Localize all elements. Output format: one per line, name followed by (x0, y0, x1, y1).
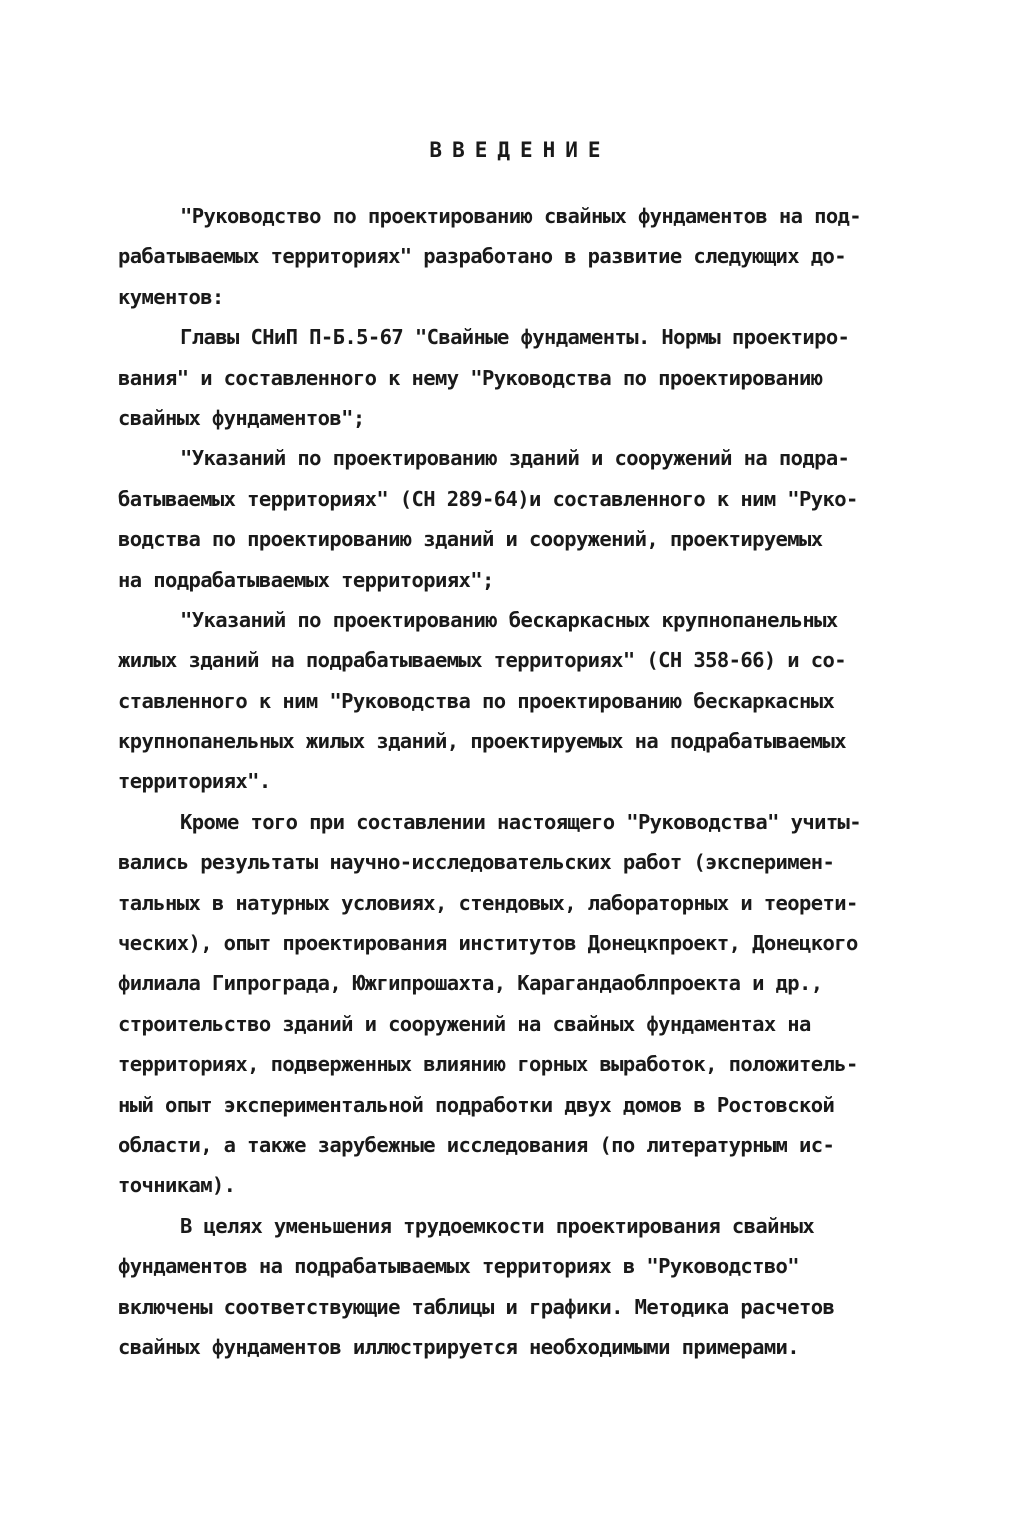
text-line: фундаментов на подрабатываемых территориях в "Руководство" (118, 1254, 800, 1279)
text-line: ческих), опыт проектирования институтов Донецкпроект, Донецкого (118, 931, 858, 956)
text-line: строительство зданий и сооружений на свайных фундаментах на (118, 1011, 811, 1036)
text-line: "Указаний по проектированию зданий и сооружений на подра- (180, 446, 850, 471)
text-line: Главы СНиП П-Б.5-67 "Свайные фундаменты. Нормы проектиро- (180, 325, 850, 350)
document-body (118, 196, 918, 1367)
text-line: вания" и составленного к нему "Руководства по проектированию (118, 365, 823, 390)
text-line: ставленного к ним "Руководства по проектированию бескаркасных (118, 688, 835, 713)
text-line: территориях". (118, 769, 271, 794)
text-line: включены соответствующие таблицы и графики. Методика расчетов (118, 1294, 835, 1319)
text-line: свайных фундаментов"; (118, 405, 365, 430)
text-line: "Указаний по проектированию бескаркасных крупнопанельных (180, 607, 838, 632)
text-line: "Руководство по проектированию свайных фундаментов на под- (180, 204, 862, 228)
text-line: филиала Гипрограда, Южгипрошахта, Карагандаоблпроекта и др., (118, 971, 823, 996)
text-line: батываемых территориях" (СН 289-64)и составленного к ним "Руко- (118, 486, 858, 511)
text-line: свайных фундаментов иллюстрируется необходимыми примерами. (118, 1334, 800, 1359)
text-line: Кроме того при составлении настоящего "Руководства" учиты- (180, 809, 862, 834)
text-line: жилых зданий на подрабатываемых территориях" (СН 358-66) и со- (118, 648, 847, 673)
text-line: точникам). (118, 1173, 236, 1198)
text-line: В целях уменьшения трудоемкости проектирования свайных (180, 1213, 815, 1238)
text-line: тальных в натурных условиях, стендовых, лабораторных и теорети- (118, 890, 858, 915)
page-title: ВВЕДЕНИЕ (429, 138, 611, 162)
text-line: области, а также зарубежные исследования (по литературным ис- (118, 1132, 835, 1157)
text-line: кументов: (118, 284, 224, 309)
text-line: водства по проектированию зданий и сооружений, проектируемых (118, 527, 823, 552)
text-line: ный опыт экспериментальной подработки двух домов в Ростовской (118, 1092, 835, 1117)
text-line: крупнопанельных жилых зданий, проектируемых на подрабатываемых (118, 729, 847, 754)
text-line: рабатываемых территориях" разработано в развитие следующих до- (118, 244, 847, 269)
text-line: территориях, подверженных влиянию горных выработок, положитель- (118, 1052, 858, 1077)
text-line: на подрабатываемых территориях"; (118, 567, 494, 592)
text-line: вались результаты научно-исследовательских работ (эксперимен- (118, 850, 835, 875)
